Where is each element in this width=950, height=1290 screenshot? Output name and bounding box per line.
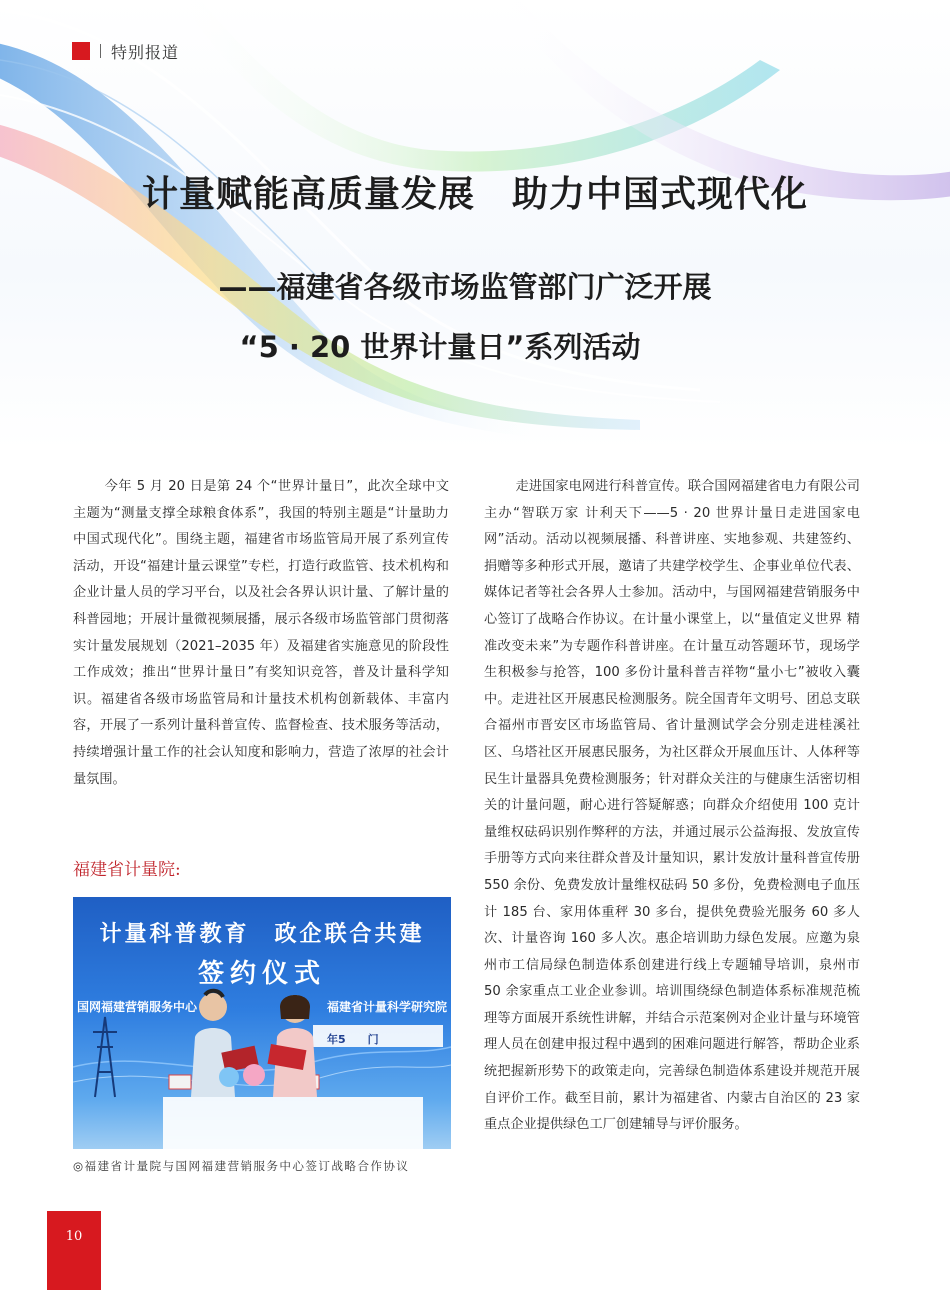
section-label: 特别报道	[111, 42, 180, 62]
banner-swoosh-graphic	[0, 0, 950, 450]
photo-backdrop-line1: 计量科普教育 政企联合共建	[99, 921, 425, 947]
signing-ceremony-photo	[73, 897, 451, 1149]
article-right-column	[484, 474, 860, 1139]
photo-banner-text: 年5 门	[327, 1033, 379, 1046]
article-subtitle-line1: ——福建省各级市场监管部门广泛开展	[218, 270, 712, 304]
photo-caption: ◎福建省计量院与国网福建营销服务中心签订战略合作协议	[73, 1159, 410, 1173]
article-subtitle-line2: “5 · 20 世界计量日”系列活动	[239, 330, 641, 364]
header-banner	[0, 0, 950, 450]
photo-org-left: 国网福建营销服务中心	[77, 999, 198, 1014]
org-heading: 福建省计量院:	[73, 860, 181, 880]
page-number: 10	[65, 1229, 83, 1244]
section-marker-square	[72, 42, 90, 60]
article-title: 计量赋能高质量发展 助力中国式现代化	[141, 174, 808, 215]
photo-org-right: 福建省计量科学研究院	[326, 999, 447, 1014]
section-tag	[72, 40, 179, 62]
section-divider	[100, 44, 101, 58]
page-number-tab	[47, 1211, 101, 1290]
photo-org-bar	[73, 993, 451, 1019]
photo-backdrop-line2: 签约仪式	[197, 959, 326, 989]
article-paragraph: 走进国家电网进行科普宣传。联合国网福建省电力有限公司主办“智联万家 计利天下——5 · 20 世界计量日走进国家电网”活动。活动以视频展播、科普讲座、实地参观、共建签约、捐赠等多种形式开展，邀请了共建学校学生、企事业单位代表、媒体记者等社会各界人士参加。活动中，与国网福建营销服务中心签订了战略合作协议。在计量小课堂上，以“量值定义世界 精准改变未来”为专题作科普讲座。在计量互动答题环节，现场学生积极参与抢答，100 多份计量科普吉祥物“量小七”被收入囊中。走进社区开展惠民检测服务。院全国青年文明号、团总支联合福州市晋安区市场监管局、省计量测试学会分别走进桂溪社区、乌塔社区开展惠民服务，为社区群众开展血压计、人体秤等民生计量器具免费检测服务；针对群众关注的与健康生活密切相关的计量问题，耐心进行答疑解惑；向群众介绍使用 100 克计量维权砝码识别作弊秤的方法，并通过展示公益海报、发放宣传手册等方式向来往群众普及计量知识，累计发放计量科普宣传册 550 余份、免费发放计量维权砝码 50 多份，免费检测电子血压计 185 台、家用体重秤 30 多台，提供免费验光服务 60 多人次、计量咨询 160 多人次。惠企培训助力绿色发展。应邀为泉州市工信局绿色制造体系创建进行线上专题辅导培训，泉州市 50 余家重点工业企业参训。培训围绕绿色制造体系标准规范梳理等方面展开系统性讲解，并结合示范案例对企业计量与环境管理人员在创建申报过程中遇到的困难问题进行解答，帮助企业系统把握新形势下的政策走向，完善绿色制造体系建设并规范开展自评价工作。截至目前，累计为福建省、内蒙古自治区的 23 家重点企业提供绿色工厂创建辅导与评价服务。	[484, 479, 860, 1133]
article-paragraph: 今年 5 月 20 日是第 24 个“世界计量日”，此次全球中文主题为“测量支撑全球粮食体系”，我国的特别主题是“计量助力中国式现代化”。围绕主题，福建省市场监管局开展了系列宣传活动，开设“福建计量云课堂”专栏，打造行政监管、技术机构和企业计量人员的学习平台，以及社会各界认识计量、了解计量的科普园地；开展计量微视频展播，展示各级市场监管部门贯彻落实计量发展规划（2021–2035 年）及福建省实施意见的阶段性工作成效；推出“世界计量日”有奖知识竞答，普及计量科学知识。福建省各级市场监管局和计量技术机构创新载体、丰富内容，开展了一系列计量科普宣传、监督检查、技术服务等活动，持续增强计量工作的社会认知度和影响力，营造了浓厚的社会计量氛围。	[73, 479, 449, 787]
article-left-column	[73, 474, 449, 793]
